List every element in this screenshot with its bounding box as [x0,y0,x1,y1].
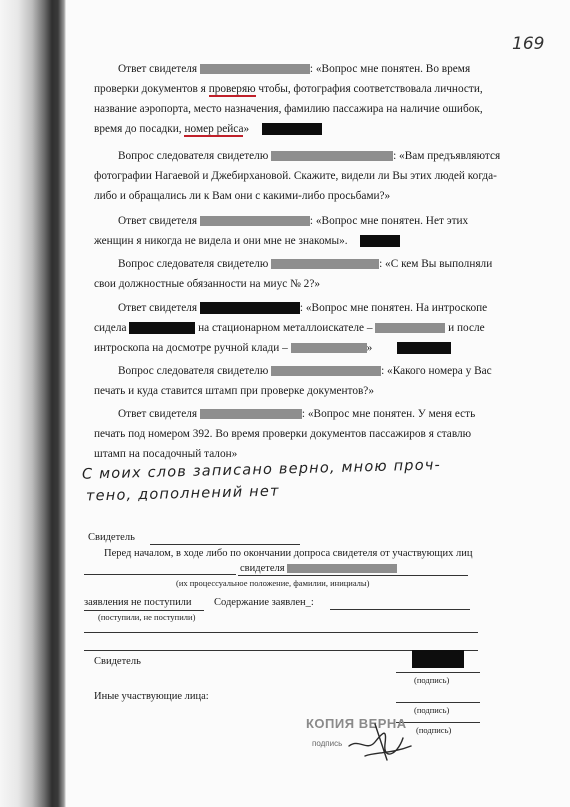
p7-line2: печать под номером 392. Во время проверки документов пассажиров я ставлю [94,428,472,440]
p5-line2: сидела на стационарном металлоискателе – и после [94,322,485,334]
redaction [287,564,397,573]
p7-line1: Ответ свидетеля : «Вопрос мне понятен. У меня есть [118,408,476,420]
handwritten-note-line2: тено, дополнений нет [85,483,280,505]
copy-stamp: КОПИЯ ВЕРНА [306,716,407,731]
received-caption: (поступили, не поступили) [98,612,196,622]
p5-line3: интроскопа на досмотре ручной клади – » [94,341,451,355]
handwritten-signature [345,716,415,764]
p3-line2: женщин я никогда не видела и они мне не знакомы». [94,234,400,248]
redaction [129,322,195,334]
status-caption: (их процессуальное положение, фамилии, инициалы) [176,578,370,588]
signature-caption-2: (подпись) [414,705,450,715]
redaction [397,342,451,354]
p2-line1: Вопрос следователя свидетелю : «Вам предъявляются [118,150,501,162]
signature-caption-1: (подпись) [414,675,450,685]
p1-line3: название аэропорта, место назначения, фамилию пассажира на наличие ошибок, [94,103,483,115]
binding-shadow [0,0,66,807]
blank-line [238,575,468,576]
redaction [200,64,310,74]
p6-line2: печать и куда ставится штамп при проверке документов?» [94,385,374,397]
p1-line2: проверки документов я проверяю чтобы, фотография соответствовала личности, [94,83,483,95]
other-persons-label: Иные участвующие лица: [94,691,209,702]
redaction [200,409,302,419]
redaction [271,366,381,376]
blank-line [330,609,470,610]
redaction [271,151,393,161]
content-label: Содержание заявлен_: [214,597,314,608]
p2-line3: либо и обращались ли к Вам они с какими-либо просьбами?» [94,190,391,202]
p5-line1: Ответ свидетеля : «Вопрос мне понятен. На интроскопе [118,302,488,314]
p3-line1: Ответ свидетеля : «Вопрос мне понятен. Нет этих [118,215,469,227]
p2-line2: фотографии Нагаевой и Джебирхановой. Скажите, видели ли Вы этих людей когда- [94,170,497,182]
statements-text: заявления не поступили [84,597,192,608]
blank-line [84,574,236,575]
redaction [412,650,464,668]
redaction [271,259,379,269]
witness-sign-line [150,544,300,545]
signature-line [396,672,480,673]
underlined-word: проверяю [208,83,256,95]
p1-line1: Ответ свидетеля : «Вопрос мне понятен. Во время [118,63,471,75]
signature-line [396,702,480,703]
redaction [262,123,322,135]
witness-sign-label: Свидетель [94,656,141,667]
blank-line [84,632,478,633]
redaction [360,235,400,247]
p1-line4: время до посадки, номер рейса» [94,122,322,136]
witness-label: Свидетель [88,532,135,543]
witness-word-row: свидетеля [240,563,397,574]
p6-line1: Вопрос следователя свидетелю : «Какого номера у Вас [118,365,492,377]
page-number: 169 [512,34,545,54]
handwritten-note-line1: С моих слов записано верно, мною проч- [81,457,442,483]
before-text: Перед началом, в ходе либо по окончании допроса свидетеля от участвующих лиц [104,548,473,559]
underlined-flight-number: номер рейса [184,123,244,135]
signature-caption-3: (подпись) [416,725,452,735]
redaction [291,343,367,353]
p4-line2: свои должностные обязанности на миус № 2?» [94,278,320,290]
blank-line [84,610,204,611]
p7-line3: штамп на посадочный талон» [94,448,238,460]
redaction [200,302,300,314]
stamp-sign-word: подпись [312,739,343,748]
redaction [375,323,445,333]
p4-line1: Вопрос следователя свидетелю : «С кем Вы выполняли [118,258,493,270]
redaction [200,216,310,226]
